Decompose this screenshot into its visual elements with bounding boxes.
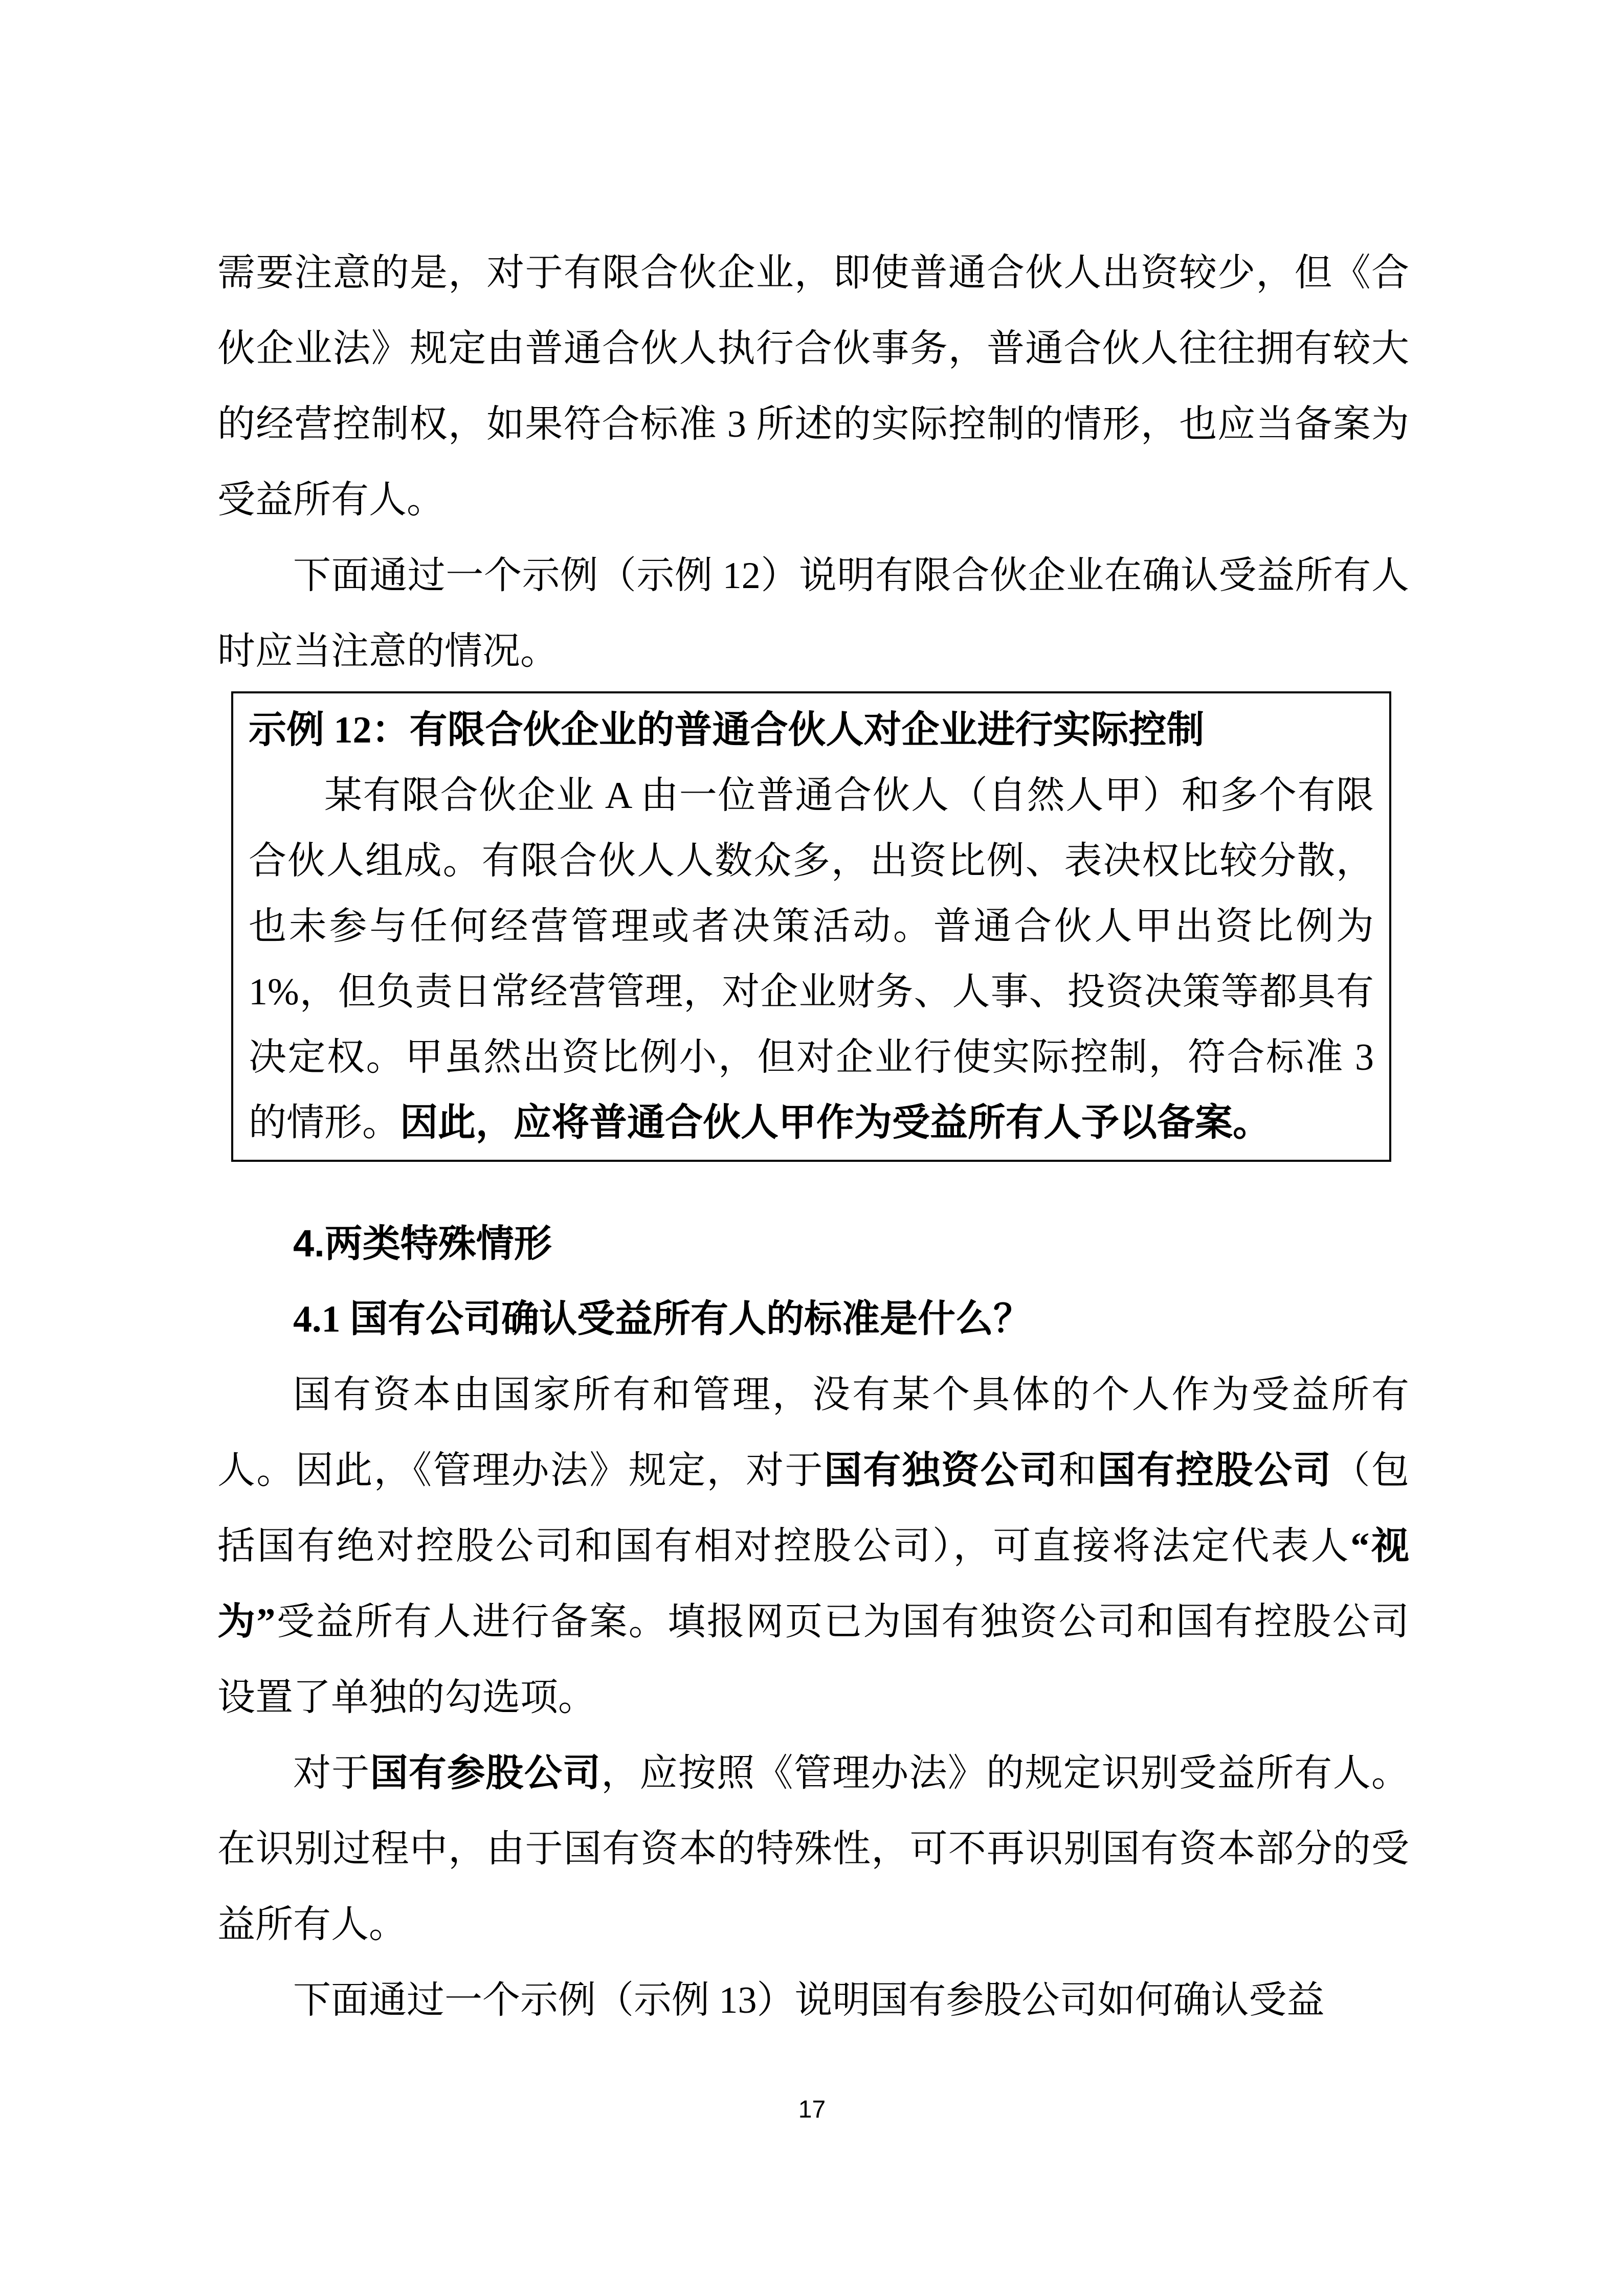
page-content [217,0,1409,2038]
example12-conclusion-text: 因此，应将普通合伙人甲作为受益所有人予以备案。 [400,1102,1271,1144]
example12-title: 示例 12：有限合伙企业的普通合伙人对企业进行实际控制 [249,709,1205,751]
state-invested-seg-1: 对于 [293,1752,370,1794]
subsection-heading-soe-standard: 4.1 国有公司确认受益所有人的标准是什么？ [293,1298,1031,1340]
paragraph-example13-intro: 下面通过一个示例（示例 13）说明国有参股公司如何确认受益 [293,1979,1325,2021]
soe-rule-seg-1: 国有资本由国家所有和管理，没有某个具体的个人作为受益所有人。因此，《管理办法》规定，对于 [217,1374,1409,1492]
section-heading-two-special-cases: 4.两类特殊情形 [293,1222,552,1265]
example12-body [249,763,1374,1156]
soe-rule-seg-5: （包括国有绝对控股公司和国有相对控股公司），可直接将法定代表人 [217,1450,1410,1567]
paragraph-soe-rule [217,1357,1409,1736]
state-invested-company: 国有参股公司 [370,1752,602,1794]
soe-rule-state-controlled: 国有控股公司 [1097,1450,1332,1492]
soe-rule-seg-3: 和 [1058,1450,1098,1492]
paragraph-state-invested [217,1736,1409,1963]
paragraph-limited-partnership-note: 需要注意的是，对于有限合伙企业，即使普通合伙人出资较少，但《合伙企业法》规定由普通合伙人执行合伙事务，普通合伙人往往拥有较大的经营控制权，如果符合标准 3 所述的实际控制的情形，也应当备案为受益所有人。 [217,252,1409,521]
page-number: 17 [798,2096,826,2123]
soe-rule-wholly-state-owned: 国有独资公司 [824,1450,1059,1492]
example12-body-text: 某有限合伙企业 A 由一位普通合伙人（自然人甲）和多个有限合伙人组成。有限合伙人人数众多，出资比例、表决权比较分散，也未参与任何经营管理或者决策活动。普通合伙人甲出资比例为 1%，但负责日常经营管理，对企业财务、人事、投资决策等都具有决定权。甲虽然出资比例小，但对企业行使实际控制，符合标准 3 的情形。 [249,775,1374,1144]
soe-rule-deemed-as: “视为” [217,1525,1410,1643]
paragraph-example12-intro: 下面通过一个示例（示例 12）说明有限合伙企业在确认受益所有人时应当注意的情况。 [217,555,1409,672]
state-invested-seg-3: ，应按照《管理办法》的规定识别受益所有人。在识别过程中，由于国有资本的特殊性，可不再识别国有资本部分的受益所有人。 [217,1752,1410,1946]
soe-rule-seg-7: 受益所有人进行备案。填报网页已为国有独资公司和国有控股公司设置了单独的勾选项。 [217,1601,1410,1719]
example12-box [231,691,1391,1162]
